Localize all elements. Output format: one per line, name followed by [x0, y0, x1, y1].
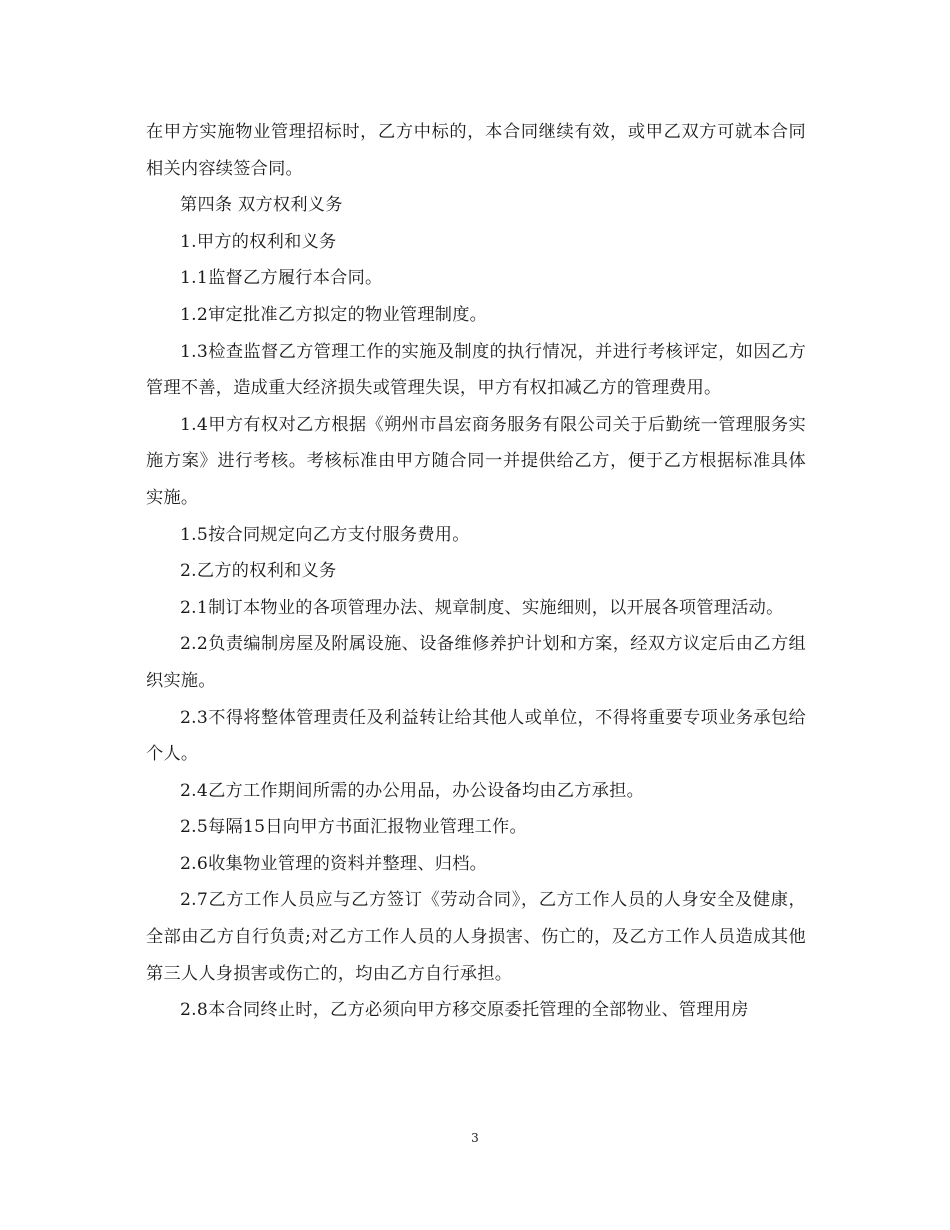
- clause-2-6: 2.6收集物业管理的资料并整理、归档。: [180, 853, 488, 874]
- subsection-heading-party-a: 1.甲方的权利和义务: [180, 231, 337, 252]
- clause-1-4: 1.4甲方有权对乙方根据《朔州市昌宏商务服务有限公司关于后勤统一管理服务实施方案》进行考核。考核标准由甲方随合同一并提供给乙方，便于乙方根据标准具体实施。: [146, 414, 806, 508]
- clause-2-3: 2.3不得将整体管理责任及利益转让给其他人或单位，不得将重要专项业务承包给个人。: [146, 707, 806, 765]
- clause-2-7: 2.7乙方工作人员应与乙方签订《劳动合同》，乙方工作人员的人身安全及健康，全部由乙方自行负责;对乙方工作人员的人身损害、伤亡的，及乙方工作人员造成其他第三人人身损害或伤亡的，均由乙方自行承担。: [146, 890, 806, 984]
- clause-1-1: 1.1监督乙方履行本合同。: [180, 268, 383, 289]
- clause-2-4: 2.4乙方工作期间所需的办公用品，办公设备均由乙方承担。: [180, 780, 645, 801]
- document-body: [146, 114, 806, 1029]
- clause-2-8: 2.8本合同终止时，乙方必须向甲方移交原委托管理的全部物业、管理用房: [180, 1000, 749, 1021]
- subsection-heading-party-b: 2.乙方的权利和义务: [180, 561, 337, 582]
- clause-1-5: 1.5按合同规定向乙方支付服务费用。: [180, 524, 470, 545]
- clause-1-3: 1.3检查监督乙方管理工作的实施及制度的执行情况，并进行考核评定，如因乙方管理不善，造成重大经济损失或管理失误，甲方有权扣减乙方的管理费用。: [146, 341, 806, 399]
- section-heading-article-4: 第四条 双方权利义务: [180, 195, 343, 216]
- page-number: 3: [471, 1131, 479, 1145]
- clause-1-2: 1.2审定批准乙方拟定的物业管理制度。: [180, 304, 488, 325]
- paragraph: 在甲方实施物业管理招标时，乙方中标的，本合同继续有效，或甲乙双方可就本合同相关内容续签合同。: [146, 122, 806, 179]
- clause-2-5: 2.5每隔15日向甲方书面汇报物业管理工作。: [180, 817, 527, 838]
- clause-2-2: 2.2负责编制房屋及附属设施、设备维修养护计划和方案，经双方议定后由乙方组织实施。: [146, 634, 806, 691]
- clause-2-1: 2.1制订本物业的各项管理办法、规章制度、实施细则，以开展各项管理活动。: [180, 597, 784, 618]
